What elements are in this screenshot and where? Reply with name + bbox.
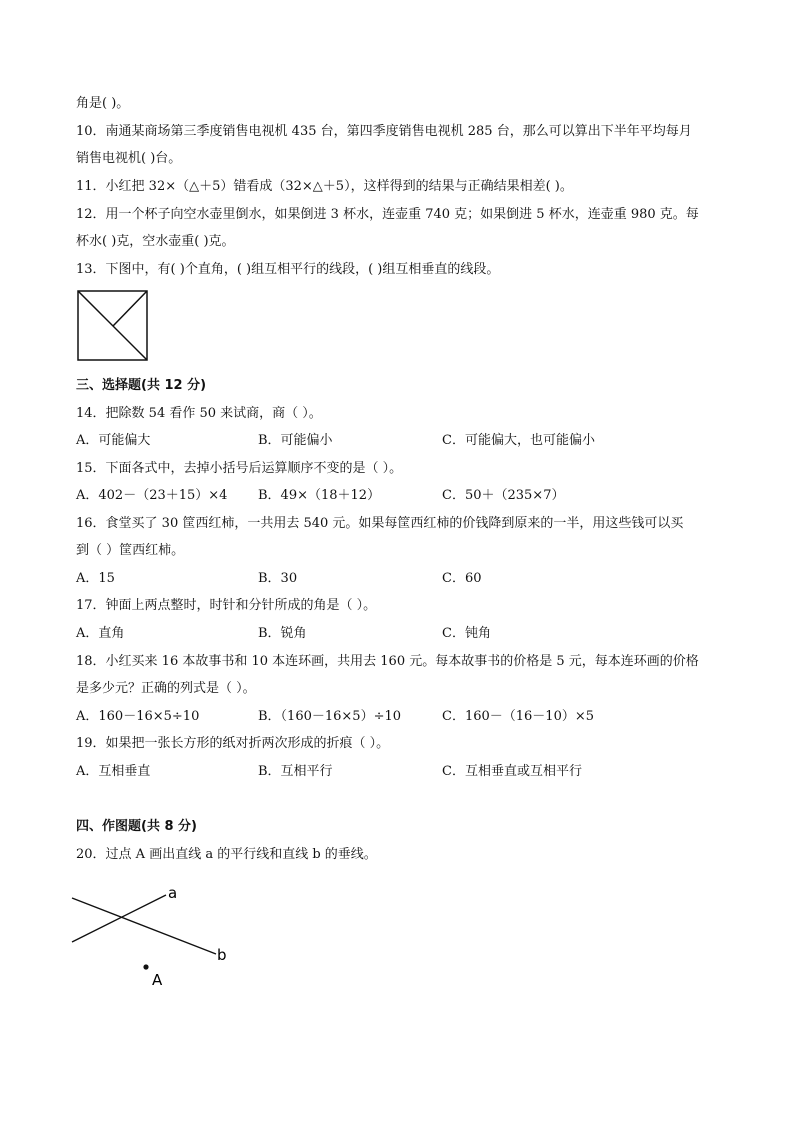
line-a xyxy=(72,895,166,942)
question-15-option-b[interactable]: B．49×（18＋12） xyxy=(258,488,381,503)
question-20: 20．过点 A 画出直线 a 的平行线和直线 b 的垂线。 xyxy=(76,847,377,862)
question-15: 15．下面各式中，去掉小括号后运算顺序不变的是（ ）。 xyxy=(76,461,403,476)
question-16-line1: 16．食堂买了 30 筐西红柿，一共用去 540 元。如果每筐西红柿的价钱降到原来的一半，用这些钱可以买 xyxy=(76,516,684,531)
question-14: 14．把除数 54 看作 50 来试商，商（ ）。 xyxy=(76,406,322,421)
point-A-label: A xyxy=(152,971,163,989)
question-16-option-c[interactable]: C．60 xyxy=(442,571,482,586)
line-prev-q9-end: 角是( )。 xyxy=(76,96,130,111)
question-19-option-b[interactable]: B．互相平行 xyxy=(258,764,333,779)
question-19-option-c[interactable]: C．互相垂直或互相平行 xyxy=(442,764,582,779)
question-14-option-b[interactable]: B．可能偏小 xyxy=(258,433,333,448)
question-19-option-a[interactable]: A．互相垂直 xyxy=(76,764,151,779)
section-3-heading: 三、选择题(共 12 分) xyxy=(76,378,207,393)
question-15-option-c[interactable]: C．50＋（235×7） xyxy=(442,488,565,503)
question-17-option-a[interactable]: A．直角 xyxy=(76,626,125,641)
question-18-line2: 是多少元？正确的列式是（ ）。 xyxy=(76,681,256,696)
question-17-option-c[interactable]: C．钝角 xyxy=(442,626,491,641)
question-16-option-b[interactable]: B．30 xyxy=(258,571,298,586)
question-17: 17．钟面上两点整时，时针和分针所成的角是（ ）。 xyxy=(76,598,377,613)
question-18-line1: 18．小红买来 16 本故事书和 10 本连环画，共用去 160 元。每本故事书的价格是 5 元，每本连环画的价格 xyxy=(76,654,699,669)
question-12-line2: 杯水( )克，空水壶重( )克。 xyxy=(76,234,235,249)
question-14-option-a[interactable]: A．可能偏大 xyxy=(76,433,151,448)
question-18-option-b[interactable]: B．（160－16×5）÷10 xyxy=(258,709,402,724)
question-16-line2: 到（ ）筐西红柿。 xyxy=(76,543,185,558)
question-14-option-c[interactable]: C．可能偏大，也可能偏小 xyxy=(442,433,595,448)
question-11: 11．小红把 32×（△＋5）错看成（32×△＋5），这样得到的结果与正确结果相差( )。 xyxy=(76,179,573,194)
question-10-line1: 10．南通某商场第三季度销售电视机 435 台，第四季度销售电视机 285 台，那么可以算出下半年平均每月 xyxy=(76,124,692,139)
line-b-label: b xyxy=(217,946,227,964)
question-15-option-a[interactable]: A．402－（23＋15）×4 xyxy=(76,488,228,503)
question-20-figure xyxy=(66,880,246,990)
line-a-label: a xyxy=(168,884,178,902)
question-13-figure xyxy=(77,290,149,362)
section-4-heading: 四、作图题(共 8 分) xyxy=(76,819,197,834)
question-10-line2: 销售电视机( )台。 xyxy=(76,151,182,166)
point-A xyxy=(143,964,148,969)
question-18-option-a[interactable]: A．160－16×5÷10 xyxy=(76,709,200,724)
question-12-line1: 12．用一个杯子向空水壶里倒水，如果倒进 3 杯水，连壶重 740 克；如果倒进 5 杯水，连壶重 980 克。每 xyxy=(76,207,699,222)
question-16-option-a[interactable]: A．15 xyxy=(76,571,115,586)
question-17-option-b[interactable]: B．锐角 xyxy=(258,626,307,641)
question-13: 13．下图中，有( )个直角，( )组互相平行的线段，( )组互相垂直的线段。 xyxy=(76,262,500,277)
question-19: 19．如果把一张长方形的纸对折两次形成的折痕（ ）。 xyxy=(76,736,390,751)
question-18-option-c[interactable]: C．160－（16－10）×5 xyxy=(442,709,595,724)
